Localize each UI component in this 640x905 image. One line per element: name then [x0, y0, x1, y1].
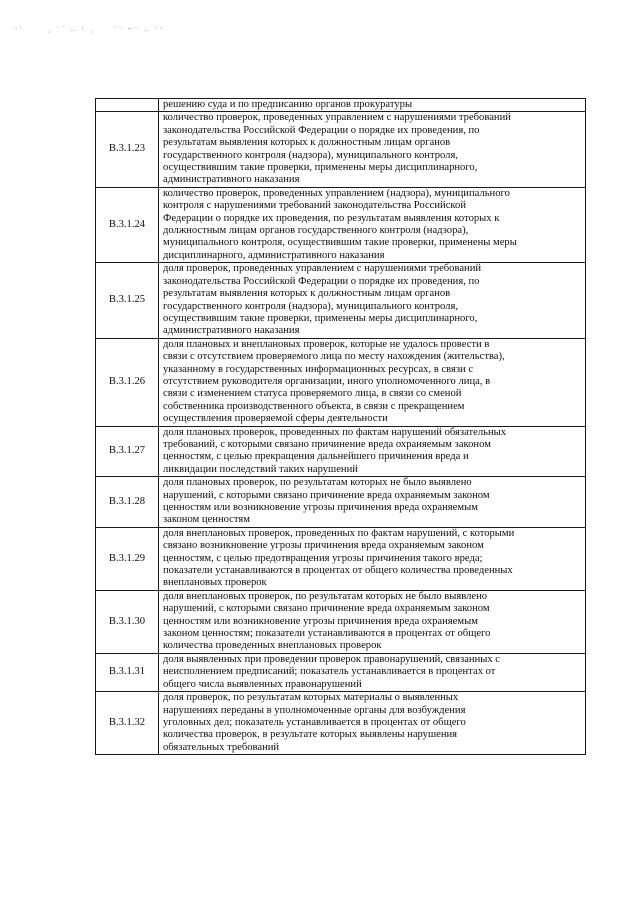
indicator-code: В.3.1.32 — [96, 692, 159, 755]
description-line: обязательных требований — [163, 741, 280, 753]
table-row — [96, 590, 586, 653]
description-line: нарушений, с которыми связано причинение вреда охраняемым законом — [163, 489, 490, 501]
description-line: указанному в государственных информационных ресурсах, в связи с — [163, 363, 474, 375]
description-line: законом ценностям — [163, 514, 250, 526]
table-row — [96, 112, 586, 187]
description-line: связи с изменением статуса проверяемого лица, в связи со сменой — [163, 388, 462, 400]
indicator-code: В.3.1.24 — [96, 187, 159, 262]
description-line: доля плановых проверок, проведенных по фактам нарушений обязательных — [163, 426, 507, 438]
description-line: государственного контроля (надзора), муниципального контроля, — [163, 300, 458, 312]
indicator-description — [159, 99, 586, 112]
description-line: доля плановых и внеплановых проверок, которые не удалось провести в — [163, 338, 490, 350]
indicator-code: В.3.1.29 — [96, 527, 159, 590]
description-line: должностным лицам органов государственного контроля (надзора), — [163, 225, 469, 237]
table-row — [96, 263, 586, 338]
description-line: количество проверок, проведенных управлением с нарушениями требований — [163, 112, 511, 124]
description-line: осуществления проверяемой сферы деятельности — [163, 413, 388, 425]
description-line: количество проверок, проведенных управлением (надзора), муниципального — [163, 187, 510, 199]
indicator-description — [159, 692, 586, 755]
description-line: внеплановых проверок — [163, 577, 267, 589]
description-line: связано возникновение угрозы причинения вреда охраняемым законом — [163, 540, 484, 552]
description-line: административного наказания — [163, 325, 300, 337]
table-row — [96, 653, 586, 691]
description-line: контроля с нарушениями требований законодательства Российской — [163, 200, 467, 212]
indicator-code: В.3.1.28 — [96, 477, 159, 528]
description-line: нарушениях переданы в уполномоченные органы для возбуждения — [163, 704, 466, 716]
indicator-code: В.3.1.23 — [96, 112, 159, 187]
description-line: дисциплинарного, административного наказания — [163, 249, 385, 261]
table-row — [96, 477, 586, 528]
description-line: государственного контроля (надзора), муниципального контроля, — [163, 149, 458, 161]
description-line: ценностям или возникновение угрозы причинения вреда охраняемым — [163, 502, 478, 513]
indicator-code: В.3.1.25 — [96, 263, 159, 338]
indicator-description — [159, 426, 586, 477]
description-line: муниципального контроля, осуществившим такие проверки, применены меры — [163, 237, 517, 249]
description-line: доля внеплановых проверок, по результатам которых не было выявлено — [163, 590, 488, 602]
description-line: законом ценностям; показатели устанавливаются в процентах от общего — [163, 628, 491, 640]
description-line: административного наказания — [163, 174, 300, 186]
description-line: ценностям, с целью предотвращения угрозы причинения такого вреда; — [163, 552, 483, 564]
description-line: доля плановых проверок, по результатам которых не было выявлено — [163, 477, 472, 489]
scan-artifact-header: ·ˡ ¨ ˙ ¸ ⁻˜ ‥ · ¸˙ ˙ ˜⁻ ~⁻‧ ‥ ⁻· ˙ — [14, 26, 174, 33]
table-row — [96, 426, 586, 477]
description-line: осуществившим такие проверки, применены меры дисциплинарного, — [163, 312, 478, 324]
description-line: уголовных дел; показатель устанавливается в процентах от общего — [163, 716, 466, 728]
description-line: результатам выявления которых к должностным лицам органов — [163, 288, 451, 300]
table-row — [96, 692, 586, 755]
indicator-description — [159, 653, 586, 691]
indicator-description — [159, 187, 586, 262]
description-line: отсутствием руководителя организации, иного уполномоченного лица, в — [163, 375, 491, 387]
indicator-code — [96, 99, 159, 112]
description-line: доля выявленных при проведении проверок правонарушений, связанных с — [163, 653, 501, 665]
table-row — [96, 527, 586, 590]
description-line: решению суда и по предписанию органов прокуратуры — [163, 99, 413, 110]
description-line: доля проверок, по результатам которых материалы о выявленных — [163, 692, 459, 704]
table-row — [96, 338, 586, 426]
description-line: связи с отсутствием проверяемого лица по месту нахождения (жительства), — [163, 351, 505, 363]
description-line: показатели устанавливаются в процентах от общего количества проведенных — [163, 565, 513, 577]
description-line: ликвидации последствий таких нарушений — [163, 463, 358, 475]
description-line: требований, с которыми связано причинение вреда охраняемым законом — [163, 438, 491, 450]
indicator-description — [159, 263, 586, 338]
description-line: доля проверок, проведенных управлением с нарушениями требований — [163, 263, 482, 275]
description-line: доля внеплановых проверок, проведенных по фактам нарушений, с которыми — [163, 527, 515, 539]
indicator-code: В.3.1.30 — [96, 590, 159, 653]
indicator-description — [159, 527, 586, 590]
description-line: законодательства Российской Федерации о порядке их проведения, по — [163, 275, 480, 287]
description-line: количества проведенных внеплановых проверок — [163, 640, 382, 652]
indicator-description — [159, 477, 586, 528]
description-line: нарушений, с которыми связано причинение вреда охраняемым законом — [163, 603, 490, 615]
description-line: результатам выявления которых к должностным лицам органов — [163, 137, 451, 149]
description-line: количества проверок, в результате которых выявлены нарушения — [163, 729, 458, 741]
indicator-code: В.3.1.26 — [96, 338, 159, 426]
indicator-code: В.3.1.31 — [96, 653, 159, 691]
indicators-table-body — [96, 99, 586, 755]
description-line: ценностям или возникновение угрозы причинения вреда охраняемым — [163, 615, 478, 627]
description-line: общего числа выявленных правонарушений — [163, 678, 362, 690]
indicator-description — [159, 590, 586, 653]
indicator-description — [159, 112, 586, 187]
description-line: законодательства Российской Федерации о порядке их проведения, по — [163, 124, 480, 136]
indicator-code: В.3.1.27 — [96, 426, 159, 477]
table-row — [96, 187, 586, 262]
description-line: ценностям, с целью прекращения дальнейшего причинения вреда и — [163, 451, 469, 463]
description-line: Федерации о порядке их проведения, по результатам выявления которых к — [163, 212, 500, 224]
indicator-description — [159, 338, 586, 426]
description-line: осуществившим такие проверки, применены меры дисциплинарного, — [163, 162, 478, 174]
description-line: неисполнением предписаний; показатель устанавливается в процентах от — [163, 666, 496, 678]
description-line: собственника производственного объекта, в связи с прекращением — [163, 400, 465, 412]
table-row — [96, 99, 586, 112]
indicators-table — [95, 98, 586, 755]
